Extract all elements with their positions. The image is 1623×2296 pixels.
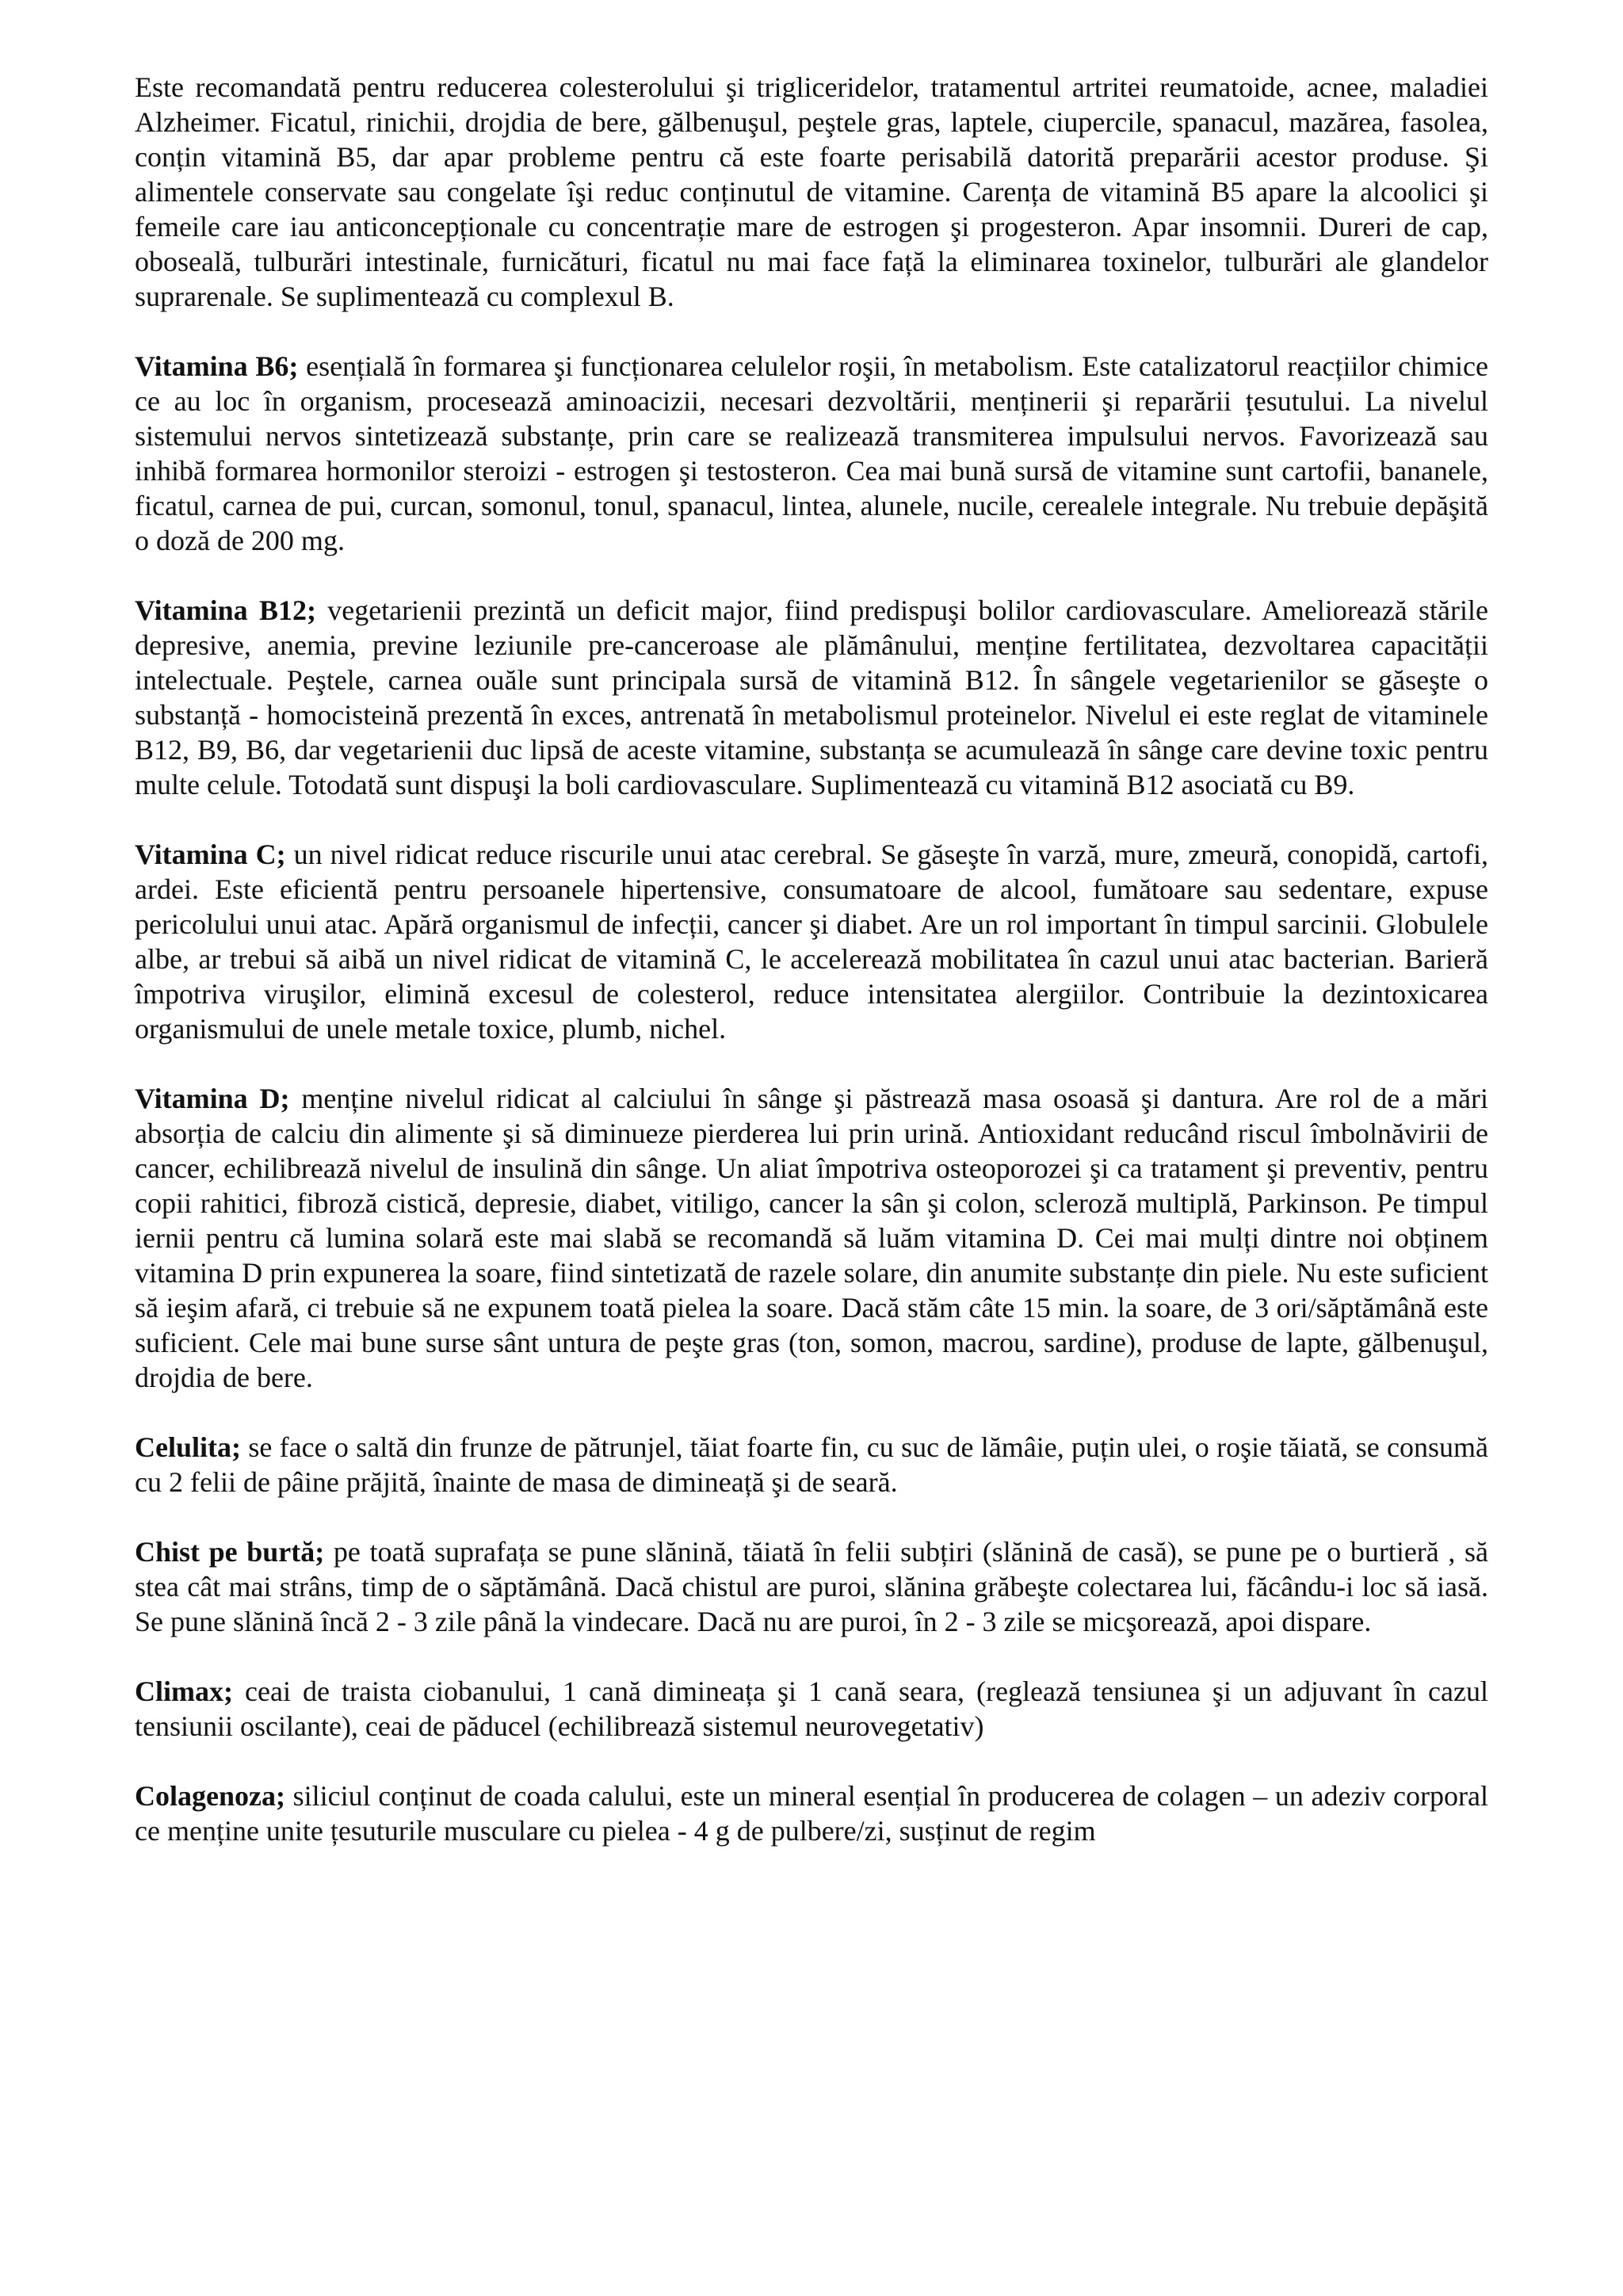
paragraph-text: siliciul conținut de coada calului, este un mineral esențial în producerea de colagen – un adeziv corporal ce menține unite țesuturile musculare cu pielea - 4 g de pulbere/zi, susținut de regim <box>135 1780 1488 1847</box>
paragraph-heading: Vitamina B6; <box>135 350 299 382</box>
paragraph-heading: Colagenoza; <box>135 1780 285 1812</box>
paragraph-vitamina-c <box>135 837 1488 1046</box>
paragraph-text: esențială în formarea şi funcționarea celulelor roşii, în metabolism. Este catalizatorul reacțiilor chimice ce au loc în organism, procesează aminoacizii, necesari dezvoltării, menținerii şi reparării țesutului. La nivelul sistemului nervos sintetizează substanțe, prin care se realizează transmiterea impulsului nervos. Favorizează sau inhibă formarea hormonilor steroizi - estrogen şi testosteron. Cea mai bună sursă de vitamine sunt cartofii, bananele, ficatul, carnea de pui, curcan, somonul, tonul, spanacul, lintea, alunele, nucile, cerealele integrale. Nu trebuie depăşită o doză de 200 mg. <box>135 350 1488 556</box>
paragraph-text: ceai de traista ciobanului, 1 cană dimineața şi 1 cană seara, (reglează tensiunea şi un adjuvant în cazul tensiunii oscilante), ceai de păducel (echilibrează sistemul neurovegetativ) <box>135 1675 1488 1742</box>
paragraph-climax <box>135 1674 1488 1744</box>
paragraph-text: pe toată suprafața se pune slănină, tăiată în felii subțiri (slănină de casă), se pune pe o burtieră , să stea cât mai strâns, timp de o săptămână. Dacă chistul are puroi, slănina grăbeşte colectarea lui, făcându-i loc să iasă. Se pune slănină încă 2 - 3 zile până la vindecare. Dacă nu are puroi, în 2 - 3 zile se micşorează, apoi dispare. <box>135 1536 1488 1637</box>
paragraph-heading: Vitamina C; <box>135 839 286 870</box>
paragraph-vitamin-b5-continued <box>135 70 1488 314</box>
paragraph-chist-pe-burta <box>135 1534 1488 1639</box>
paragraph-heading: Chist pe burtă; <box>135 1536 325 1568</box>
paragraph-heading: Vitamina D; <box>135 1083 290 1114</box>
paragraph-vitamina-b12 <box>135 593 1488 802</box>
paragraph-text: vegetarienii prezintă un deficit major, fiind predispuşi bolilor cardiovasculare. Ameliorează stările depresive, anemia, previne leziunile pre-canceroase ale plămânului, menține fertilitatea, dezvoltarea capacității intelectuale. Peştele, carnea ouăle sunt principala sursă de vitamină B12. În sângele vegetarienilor se găseşte o substanță - homocisteină prezentă în exces, antrenată în metabolismul proteinelor. Nivelul ei este reglat de vitaminele B12, B9, B6, dar vegetarienii duc lipsă de aceste vitamine, substanța se acumulează în sânge care devine toxic pentru multe celule. Totodată sunt dispuşi la boli cardiovasculare. Suplimentează cu vitamină B12 asociată cu B9. <box>135 594 1489 800</box>
paragraph-text: se face o saltă din frunze de pătrunjel, tăiat foarte fin, cu suc de lămâie, puțin ulei, o roşie tăiată, se consumă cu 2 felii de pâine prăjită, înainte de masa de dimineață şi de seară. <box>135 1431 1488 1498</box>
paragraph-colagenoza <box>135 1778 1488 1848</box>
paragraph-text: un nivel ridicat reduce riscurile unui atac cerebral. Se găseşte în varză, mure, zmeură, conopidă, cartofi, ardei. Este eficientă pentru persoanele hipertensive, consumatoare de alcool, fumătoare sau sedentare, expuse pericolului unui atac. Apără organismul de infecții, cancer şi diabet. Are un rol important în timpul sarcinii. Globulele albe, ar trebui să aibă un nivel ridicat de vitamină C, le accelerează mobilitatea în cazul unui atac bacterian. Barieră împotriva viruşilor, elimină excesul de colesterol, reduce intensitatea alergiilor. Contribuie la dezintoxicarea organismului de unele metale toxice, plumb, nichel. <box>135 839 1488 1045</box>
paragraph-text: Este recomandată pentru reducerea colesterolului şi trigliceridelor, tratamentul artritei reumatoide, acnee, maladiei Alzheimer. Ficatul, rinichii, drojdia de bere, gălbenuşul, peştele gras, laptele, ciupercile, spanacul, mazărea, fasolea, conțin vitamină B5, dar apar probleme pentru că este foarte perisabilă datorită preparării acestor produse. Şi alimentele conservate sau congelate îşi reduc conținutul de vitamine. Carența de vitamină B5 apare la alcoolici şi femeile care iau anticoncepționale cu concentrație mare de estrogen şi progesteron. Apar insomnii. Dureri de cap, oboseală, tulburări intestinale, furnicături, ficatul nu mai face față la eliminarea toxinelor, tulburări ale glandelor suprarenale. Se suplimentează cu complexul B. <box>135 71 1488 312</box>
paragraph-vitamina-d <box>135 1081 1488 1395</box>
paragraph-celulita <box>135 1430 1488 1499</box>
paragraph-heading: Climax; <box>135 1675 233 1707</box>
paragraph-vitamina-b6 <box>135 349 1488 558</box>
paragraph-heading: Vitamina B12; <box>135 594 316 626</box>
paragraph-heading: Celulita; <box>135 1431 241 1463</box>
paragraph-text: menține nivelul ridicat al calciului în sânge şi păstrează masa osoasă şi dantura. Are rol de a mări absorția de calciu din alimente şi să diminueze pierderea lui prin urină. Antioxidant reducând riscul îmbolnăvirii de cancer, echilibrează nivelul de insulină din sânge. Un aliat împotriva osteoporozei şi ca tratament şi preventiv, pentru copii rahitici, fibroză cistică, depresie, diabet, vitiligo, cancer la sân şi colon, scleroză multiplă, Parkinson. Pe timpul iernii pentru că lumina solară este mai slabă se recomandă să luăm vitamina D. Cei mai mulți dintre noi obținem vitamina D prin expunerea la soare, fiind sintetizată de razele solare, din anumite substanțe din piele. Nu este suficient să ieşim afară, ci trebuie să ne expunem toată pielea la soare. Dacă stăm câte 15 min. la soare, de 3 ori/săptămână este suficient. Cele mai bune surse sânt untura de peşte gras (ton, somon, macrou, sardine), produse de lapte, gălbenuşul, drojdia de bere. <box>135 1083 1489 1393</box>
